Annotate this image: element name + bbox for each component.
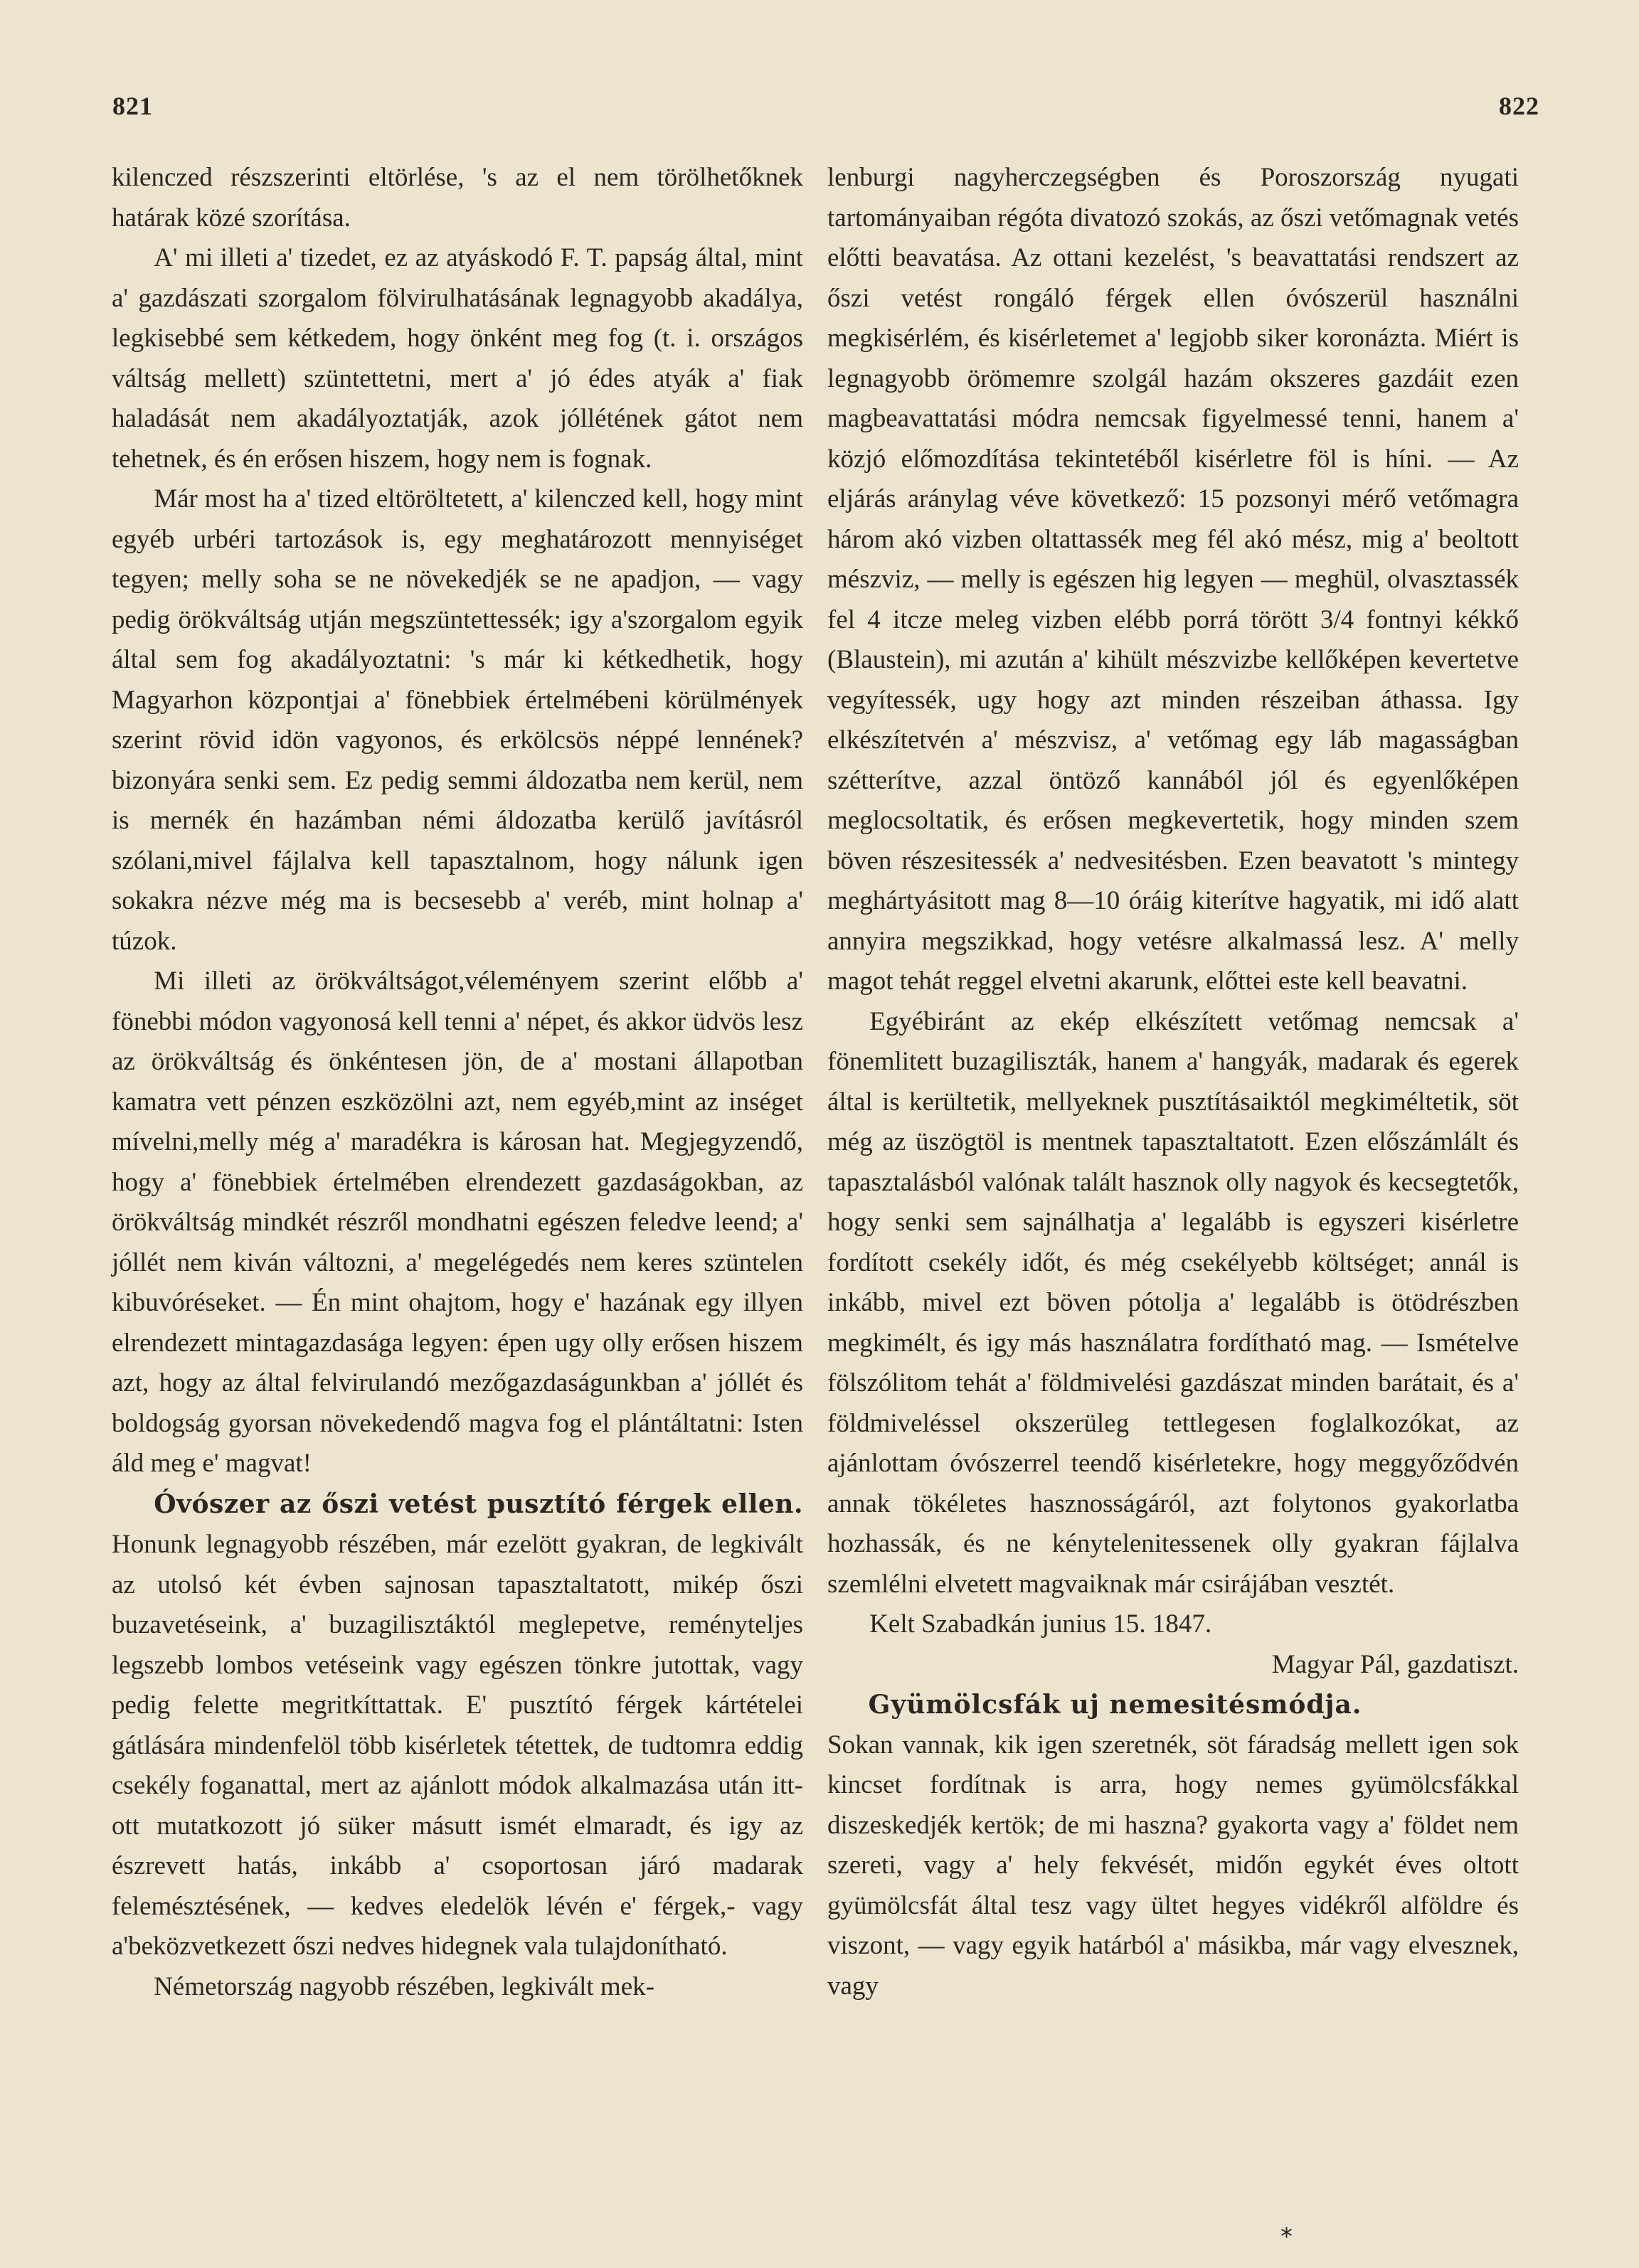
paragraph: lenburgi nagyherczegségben és Poroszország nyugati tartományaiban régóta divatozó szokás, az őszi vetőmagnak vetés előtti beavatása. Az ottani kezelést, 's beavattatási rendszert az őszi vetést rongáló férgek ellen óvószerül használni megkisérlém, és kisérletemet a' legjobb siker koronázta. Miért is legnagyobb örömemre szolgál hazám okszeres gazdáit ezen magbeavattatási módra nemcsak figyelmessé tenni, hanem a' közjó előmozdítása tekintetéből kisérletre föl is híni. — Az eljárás aránylag véve következő: 15 pozsonyi mérő vetőmagra három akó vizben oltattassék meg fél akó mész, mig a' beoltott mészviz, — melly is egészen hig legyen — meghül, olvasztassék fel 4 itcze meleg vizben elébb porrá törött 3/4 fontnyi kékkő (Blaustein), mi azután a' kihült mészvizbe kellőképen kevertetve vegyítessék, ugy hogy azt minden részeiban áthassa. Igy elkészítetvén a' mészvisz, a' vetőmag egy láb magasságban szétterítve, azzal öntöző kannából jól és egyenlőképen meglocsoltatik, és erősen megkevertetik, hogy minden szem böven részesitessék a' nedvesitésben. Ezen beavatott 's mintegy meghártyásitott mag 8—10 óráig kiterítve hagyatik, mi idő alatt annyira megszikkad, hogy vetésre alkalmassá lesz. A' melly magot tehát reggel elvetni akarunk, előttei este kell beavatni. [827,163,1519,996]
paragraph: Mi illeti az örökváltságot,véleményem szerint előbb a' fönebbi módon vagyonosá kell tenni a' népet, és akkor üdvös lesz az örökváltság és önkéntesen jön, de a' mostani állapotban kamatra vett pénzen eszközölni azt, nem egyéb,mint az inséget mívelni,melly még a' maradékra is károsan hat. Megjegyzendő, hogy a' fönebbiek értelmében elrendezett gazdaságokban, az örökváltság mindkét részről mondhatni egészen feledve leend; a' jóllét nem kiván változni, a' megelégedés nem keres szüntelen kibuvóréseket. — Én mint ohajtom, hogy e' hazának egy illyen elrendezett mintagazdasága legyen: épen ugy olly erősen hiszem azt, hogy az által felvirulandó mezőgazdaságunkban a' jóllét és boldogság gyorsan növekedendő magva fog el plántáltatni: Isten áld meg e' magvat! [112,967,803,1478]
page-number-left: 821 [112,92,153,120]
article-heading: Óvószer az őszi vetést pusztító férgek ellen. [154,1489,803,1519]
dateline: Kelt Szabadkán junius 15. 1847. [869,1609,1212,1639]
paragraph: Egyébiránt az ekép elkészített vetőmag nemcsak a' fönemlitett buzagiliszták, hanem a' hangyák, madarak és egerek által is kerültetik, mellyeknek pusztításaiktól megkiméltetik, söt még az üszögtöl is mentnek tapasztaltatott. Ezen előszámlált és tapasztalásból valónak talált hasznok olly nagyok és kecsegtetők, hogy senki sem sajnálhatja a' legalább is egyszeri kisérletre fordított csekély időt, és még csekélyebb költséget; annál is inkább, mivel ezt böven pótolja a' legalább is ötödrészben megkimélt, és igy más használatra fordítható mag. — Ismételve fölszólitom tehát a' földmivelési gazdászat minden barátait, és a' földmiveléssel okszerüleg tettlegesen foglalkozókat, az ajánlottam óvószerrel teendő kisérletekre, hogy meggyőződvén annak tökéletes hasznosságáról, azt folytonos gyakorlatba hozhassák, és ne kénytelenitessenek olly gyakran fájlalva szemlélni elvetett magvaiknak már csirájában vesztét. [827,1006,1519,1599]
article-heading: Gyümölcsfák uj nemesitésmódja. [868,1690,1362,1720]
page-number-right: 822 [1499,92,1539,120]
article-paragraph [112,1484,803,1967]
paragraph: Németország nagyobb részében, legkivált mek- [154,1971,654,2001]
footer-asterisk: * [1280,2222,1293,2251]
signature: Magyar Pál, gazdatiszt. [1271,1649,1519,1679]
paragraph: kilenczed részszerinti eltörlése, 's az el nem törölhetőknek határak közé szorítása. [112,163,803,233]
left-column [112,158,803,2007]
paragraph: Már most ha a' tized eltöröltetett, a' kilenczed kell, hogy mint egyéb urbéri tartozások is, egy meghatározott mennyiséget tegyen; melly soha se ne növekedjék se ne apadjon, — vagy pedig örökváltság utján megszüntettessék; igy a'szorgalom egyik által sem fog akadályoztatni: 's már ki kétkedhetik, hogy Magyarhon központjai a' fönebbiek értelmébeni körülmények szerint rövid idön vagyonos, és erkölcsös néppé lennének? bizonyára senki sem. Ez pedig semmi áldozatba nem kerül, nem is mernék én hazámban némi áldozatba kerülő javításról szólani,mivel fájlalva kell tapasztalnom, hogy nálunk igen sokakra nézve még ma is becsesebb a' veréb, mint holnap a' túzok. [112,484,803,956]
paragraph: Sokan vannak, kik igen szeretnék, söt fáradság mellett igen sok kincset fordítnak is arra, hogy nemes gyümölcsfákkal diszeskedjék kertök; de mi haszna? gyakorta vagy a' földet nem szereti, vagy a' hely fekvését, midőn egykét éves oltott gyümölcsfát által tesz vagy ültet hegyes vidékről alföldre és viszont, — vagy egyik határból a' másikba, már vagy elvesznek, vagy [827,1730,1519,2001]
article-text: Honunk legnagyobb részében, már ezelött gyakran, de legkivált az utolsó két évben sajnosan tapasztaltatott, mikép őszi buzavetéseink, a' buzagilisztáktól meglepetve, reményteljes legszebb lombos vetéseink vagy egészen tönkre jutottak, vagy pedig felette megritkíttattak. E' pusztító férgek kártételei gátlására mindenfelöl több kisérletek tétettek, de tudtomra eddig csekély foganattal, mert az ajánlott módok alkalmazása után itt-ott mutatkozott jó süker másutt ismét elmaradt, és igy az észrevett hatás, inkább a' csoportosan járó madarak felemésztésének, — kedves eledelök lévén e' férgek,- vagy a'beközvetkezett őszi nedves hidegnek vala tulajdonítható. [112,1530,803,1961]
right-column [827,158,1519,2006]
paragraph: A' mi illeti a' tizedet, ez az atyáskodó F. T. papság által, mint a' gazdászati szorgalom fölvirulhatásának legnagyobb akadálya, legkisebbé sem kétkedem, hogy önként meg fog (t. i. országos váltság mellett) szüntettetni, mert a' jó édes atyák a' fiak haladását nem akadályoztatják, azok jóllétének gátot nem tehetnek, és én erősen hiszem, hogy nem is fognak. [112,243,803,474]
